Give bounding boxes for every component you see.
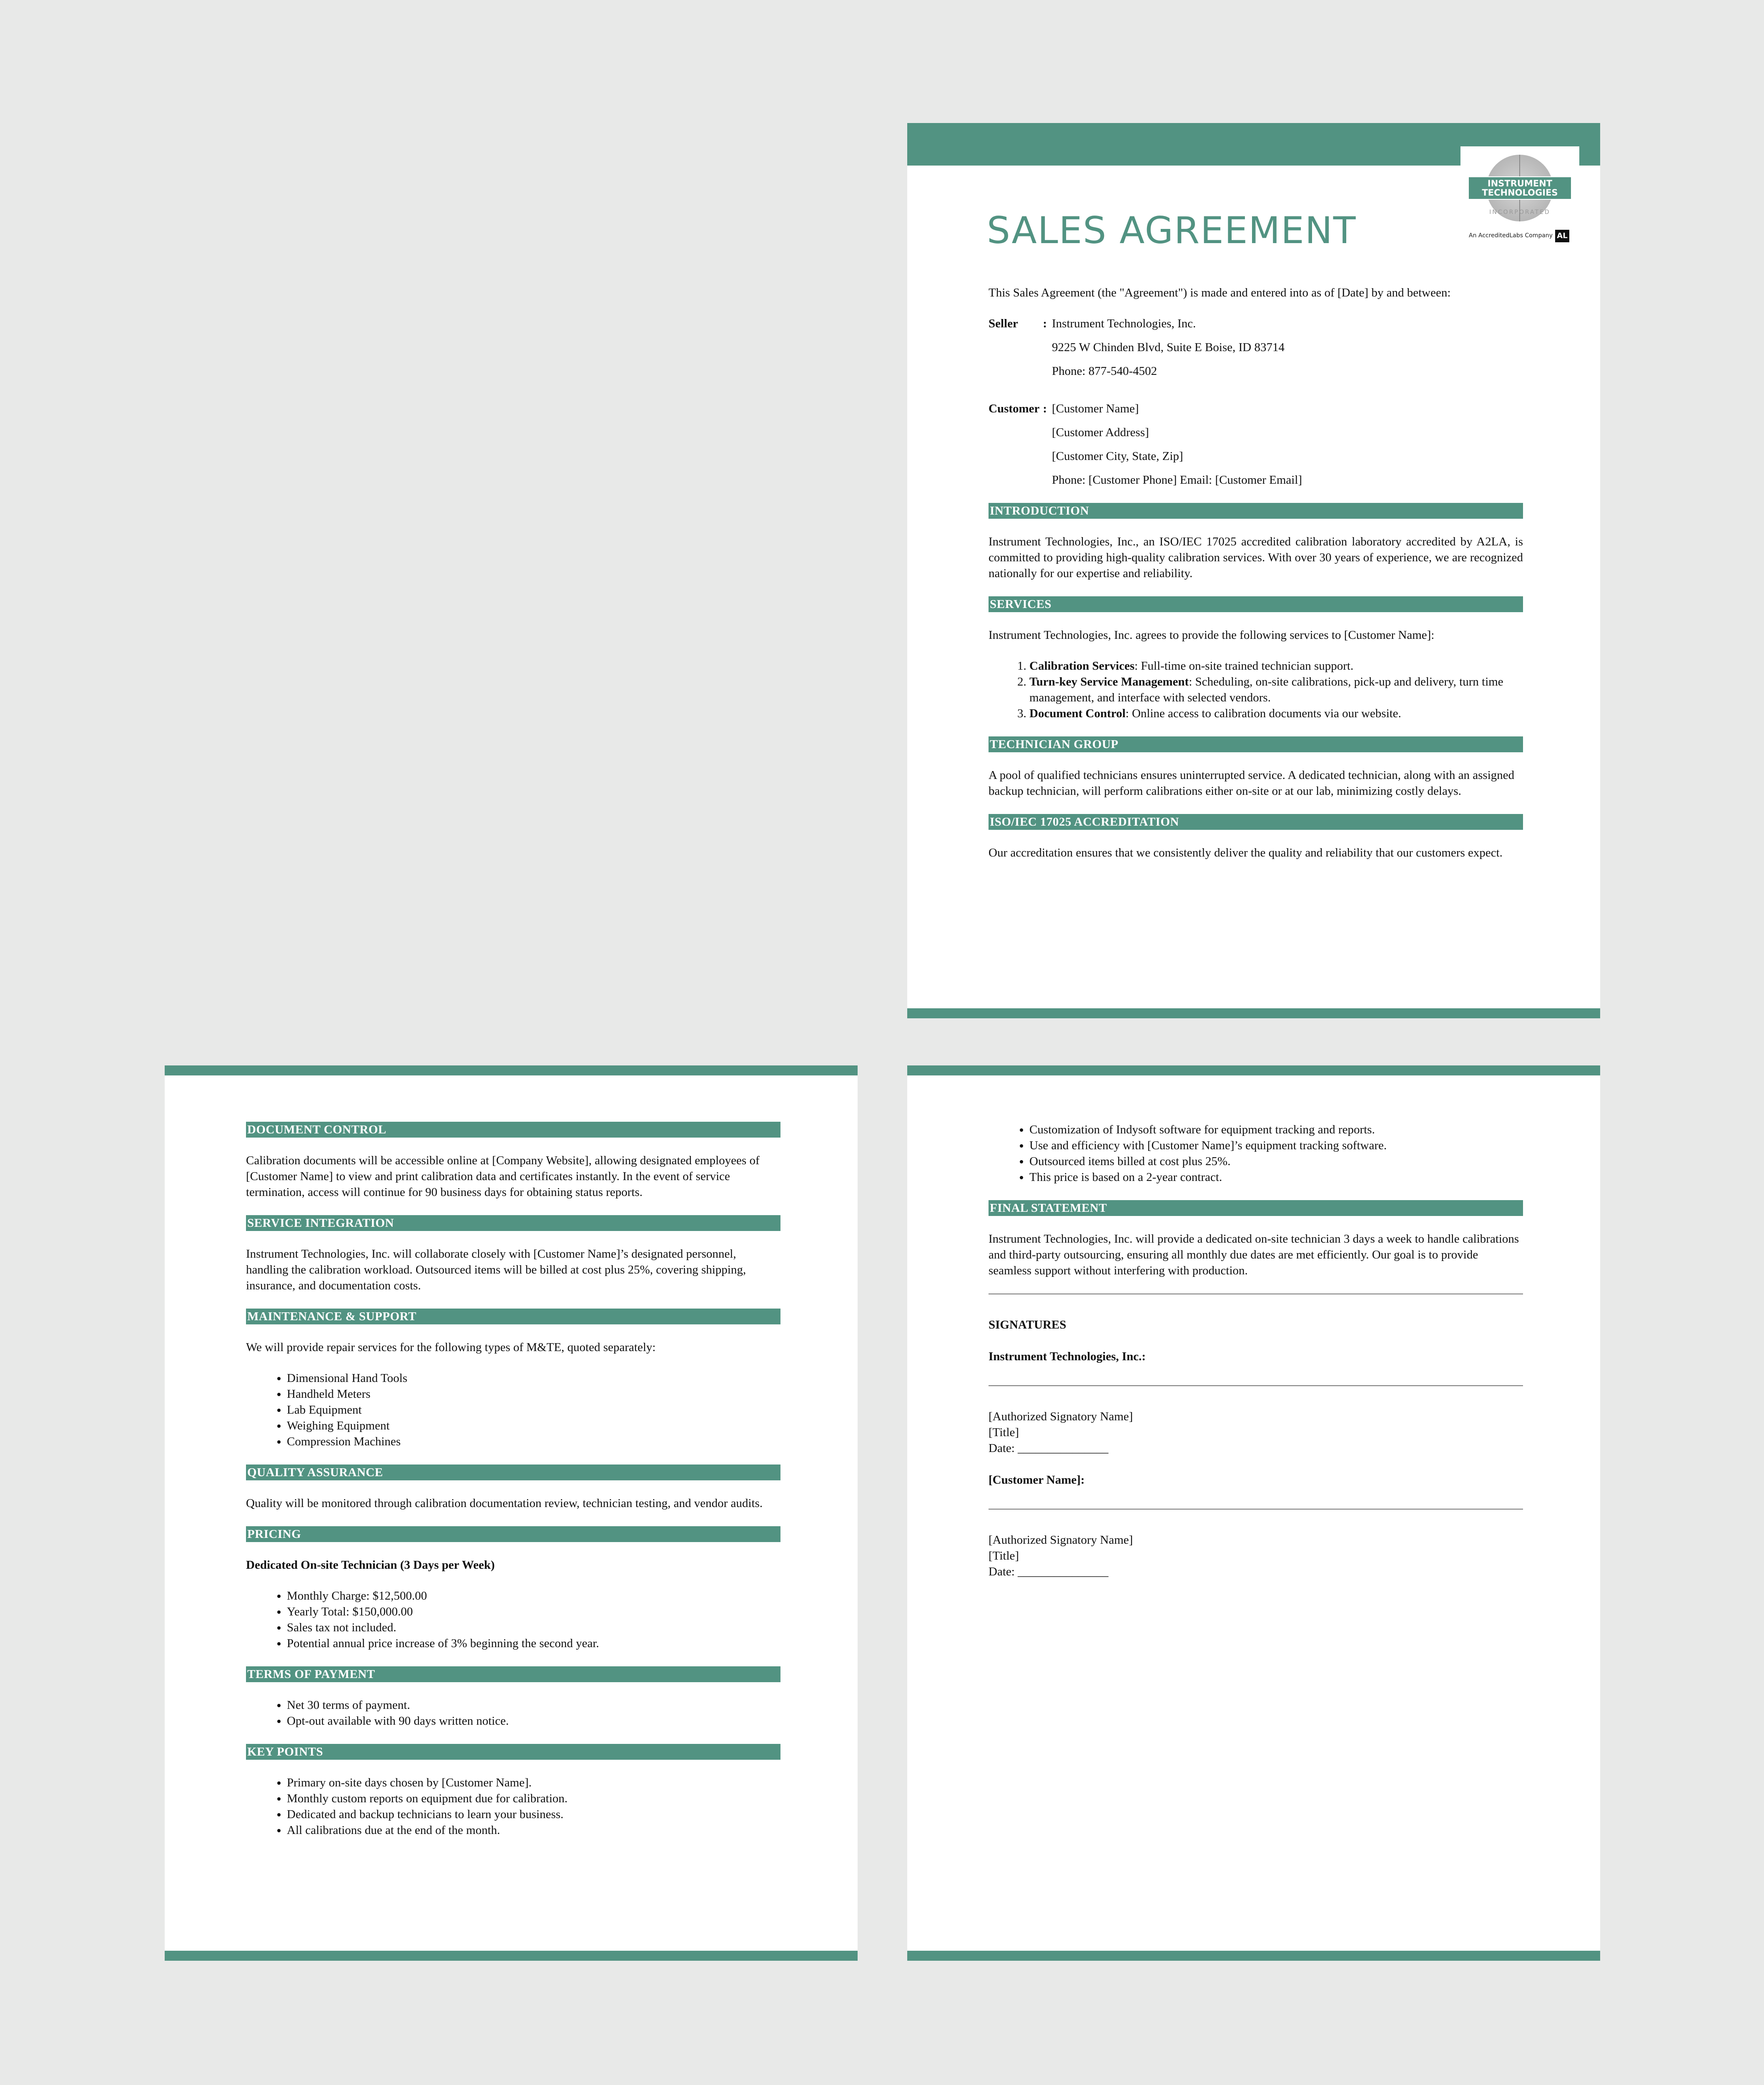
list-item: • Primary on-site days chosen by [Customer Name]. bbox=[287, 1775, 780, 1791]
list-item: • Use and efficiency with [Customer Name]’s equipment tracking software. bbox=[1029, 1138, 1523, 1153]
pricing-subheading: Dedicated On-site Technician (3 Days per Week) bbox=[246, 1558, 495, 1572]
signature-date: Date: _______________ bbox=[989, 1565, 1109, 1578]
signature-date: Date: _______________ bbox=[989, 1442, 1109, 1455]
introduction-text: Instrument Technologies, Inc., an ISO/IEC 17025 accredited calibration laboratory accredited by A2LA, is committed to providing high-quality calibration services. With over 30 years of experience, we are recognized nationally for our expertise and reliability. bbox=[989, 535, 1523, 580]
logo-tagline: An AccreditedLabs Company bbox=[1469, 232, 1553, 239]
section-heading-service-integration: SERVICE INTEGRATION bbox=[246, 1215, 780, 1231]
section-heading-introduction: INTRODUCTION bbox=[989, 503, 1523, 519]
signature-line bbox=[989, 1509, 1523, 1510]
section-heading-document-control: DOCUMENT CONTROL bbox=[246, 1122, 780, 1138]
list-item: • Net 30 terms of payment. bbox=[287, 1697, 780, 1713]
section-heading-pricing: PRICING bbox=[246, 1526, 780, 1542]
maintenance-lead: We will provide repair services for the following types of M&TE, quoted separately: bbox=[246, 1341, 656, 1354]
page-title: SALES AGREEMENT bbox=[987, 209, 1357, 252]
customer-label: Customer bbox=[989, 402, 1040, 415]
page-footer-bar bbox=[165, 1951, 858, 1961]
customer-address: [Customer Address] bbox=[1052, 426, 1149, 439]
page-header-bar bbox=[165, 1065, 858, 1075]
section-heading-services: SERVICES bbox=[989, 596, 1523, 612]
document-control-text: Calibration documents will be accessible online at [Company Website], allowing designated employees of [Customer Name] to view and print calibration data and certificates instantly. In the event of service termination, access will continue for 90 business days for obtaining status reports. bbox=[246, 1154, 760, 1199]
document-page-1 bbox=[907, 123, 1600, 1018]
list-item: 2. Turn-key Service Management: Scheduling, on-site calibrations, pick-up and delivery, turn time management, and interface with selected vendors. bbox=[1029, 674, 1523, 706]
list-item: 1. Calibration Services: Full-time on-site trained technician support. bbox=[1029, 658, 1523, 674]
maintenance-list bbox=[246, 1370, 780, 1449]
document-page-2 bbox=[165, 1065, 858, 1961]
seller-phone: Phone: 877-540-4502 bbox=[1052, 364, 1157, 378]
section-heading-key-points: KEY POINTS bbox=[246, 1744, 780, 1760]
final-statement-text: Instrument Technologies, Inc. will provide a dedicated on-site technician 3 days a week to handle calibrations and third-party outsourcing, ensuring all monthly due dates are met efficiently. Our goal is to provide seamless support without interfering with production. bbox=[989, 1232, 1519, 1277]
list-item: • Outsourced items billed at cost plus 25%. bbox=[1029, 1153, 1523, 1169]
signatory-title: [Title] bbox=[989, 1549, 1019, 1562]
agreement-intro-line: This Sales Agreement (the "Agreement") is made and entered into as of [Date] by and between: bbox=[989, 286, 1451, 299]
logo-subtitle: INCORPORATED bbox=[1489, 209, 1551, 216]
list-item: • Weighing Equipment bbox=[287, 1418, 780, 1434]
key-points-continued-list bbox=[989, 1122, 1523, 1185]
section-heading-terms: TERMS OF PAYMENT bbox=[246, 1666, 780, 1682]
signature-party-seller: Instrument Technologies, Inc.: bbox=[989, 1350, 1146, 1363]
list-item: • This price is based on a 2-year contract. bbox=[1029, 1169, 1523, 1185]
pricing-list bbox=[246, 1588, 780, 1651]
list-item: • Lab Equipment bbox=[287, 1402, 780, 1418]
accreditation-text: Our accreditation ensures that we consistently deliver the quality and reliability that our customers expect. bbox=[989, 846, 1503, 859]
list-item: • Yearly Total: $150,000.00 bbox=[287, 1604, 780, 1620]
signatory-name: [Authorized Signatory Name] bbox=[989, 1410, 1133, 1423]
signature-party-customer: [Customer Name]: bbox=[989, 1473, 1085, 1487]
seller-block: Seller : Instrument Technologies, Inc. 9225 W Chinden Blvd, Suite E Boise, ID 83714 Phone: 877-540-4502 bbox=[989, 316, 1523, 379]
list-item: • Opt-out available with 90 days written notice. bbox=[287, 1713, 780, 1729]
customer-block: Customer : [Customer Name] [Customer Address] [Customer City, State, Zip] Phone: [Customer Phone] Email: [Customer Email] bbox=[989, 401, 1523, 488]
section-heading-maintenance: MAINTENANCE & SUPPORT bbox=[246, 1309, 780, 1324]
customer-city: [Customer City, State, Zip] bbox=[1052, 450, 1183, 463]
page-footer-bar bbox=[907, 1008, 1600, 1018]
terms-list bbox=[246, 1697, 780, 1729]
list-item: • Sales tax not included. bbox=[287, 1620, 780, 1635]
list-item: • Compression Machines bbox=[287, 1434, 780, 1449]
list-item: 3. Document Control: Online access to calibration documents via our website. bbox=[1029, 706, 1523, 721]
service-integration-text: Instrument Technologies, Inc. will collaborate closely with [Customer Name]’s designated personnel, handling the calibration workload. Outsourced items will be billed at cost plus 25%, covering shipping, insurance, and documentation costs. bbox=[246, 1247, 746, 1292]
customer-contact: Phone: [Customer Phone] Email: [Customer Email] bbox=[1052, 473, 1302, 487]
customer-name: [Customer Name] bbox=[1052, 402, 1139, 415]
key-points-list bbox=[246, 1775, 780, 1838]
logo-wordmark: INSTRUMENT TECHNOLOGIES bbox=[1468, 176, 1572, 200]
seller-name: Instrument Technologies, Inc. bbox=[1052, 317, 1196, 330]
page-header-bar bbox=[907, 1065, 1600, 1075]
list-item: • All calibrations due at the end of the month. bbox=[287, 1822, 780, 1838]
list-item: • Potential annual price increase of 3% beginning the second year. bbox=[287, 1635, 780, 1651]
technician-group-text: A pool of qualified technicians ensures uninterrupted service. A dedicated technician, along with an assigned backup technician, will perform calibrations either on-site or at our lab, minimizing costly delays. bbox=[989, 769, 1515, 798]
list-item: • Dimensional Hand Tools bbox=[287, 1370, 780, 1386]
signatory-name: [Authorized Signatory Name] bbox=[989, 1533, 1133, 1547]
quality-text: Quality will be monitored through calibration documentation review, technician testing, and vendor audits. bbox=[246, 1497, 763, 1510]
accredited-labs-badge: AL bbox=[1555, 230, 1569, 242]
section-heading-accreditation: ISO/IEC 17025 ACCREDITATION bbox=[989, 814, 1523, 830]
services-list bbox=[989, 658, 1523, 721]
section-heading-final-statement: FINAL STATEMENT bbox=[989, 1200, 1523, 1216]
signatory-title: [Title] bbox=[989, 1426, 1019, 1439]
list-item: • Handheld Meters bbox=[287, 1386, 780, 1402]
seller-address: 9225 W Chinden Blvd, Suite E Boise, ID 83714 bbox=[1052, 341, 1285, 354]
section-heading-quality: QUALITY ASSURANCE bbox=[246, 1465, 780, 1480]
document-page-3 bbox=[907, 1065, 1600, 1961]
signatures-heading: SIGNATURES bbox=[989, 1318, 1066, 1331]
signature-line bbox=[989, 1385, 1523, 1386]
seller-label: Seller bbox=[989, 317, 1018, 330]
list-item: • Customization of Indysoft software for equipment tracking and reports. bbox=[1029, 1122, 1523, 1138]
page-footer-bar bbox=[907, 1951, 1600, 1961]
list-item: • Monthly custom reports on equipment due for calibration. bbox=[287, 1791, 780, 1806]
services-lead: Instrument Technologies, Inc. agrees to provide the following services to [Customer Name]: bbox=[989, 628, 1435, 642]
list-item: • Dedicated and backup technicians to learn your business. bbox=[287, 1806, 780, 1822]
list-item: • Monthly Charge: $12,500.00 bbox=[287, 1588, 780, 1604]
section-heading-technician-group: TECHNICIAN GROUP bbox=[989, 736, 1523, 752]
